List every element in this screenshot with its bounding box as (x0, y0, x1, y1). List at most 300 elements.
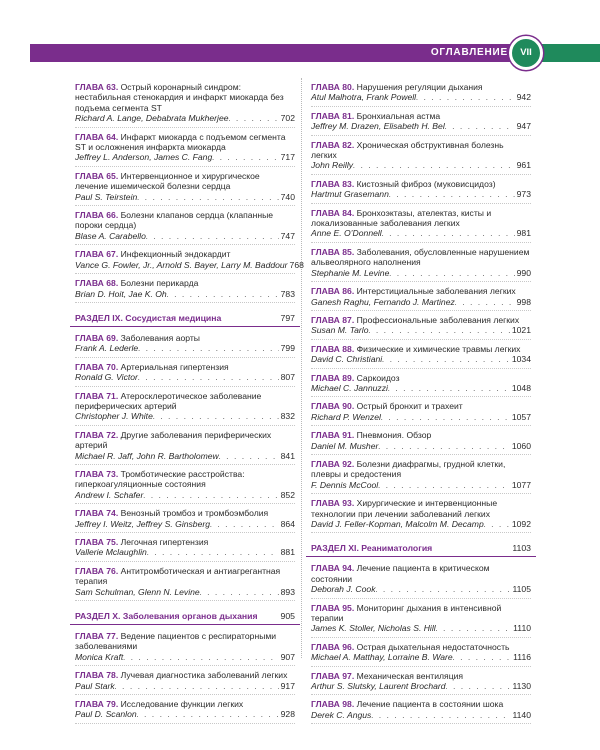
chapter-page-number: 747 (280, 230, 295, 241)
chapter-authors: Stephanie M. Levine (311, 267, 390, 278)
chapter-authors-line (75, 343, 295, 353)
chapter-number: ГЛАВА 77. (75, 631, 119, 642)
chapter-title: Инфаркт миокарда с подъемом сегмента ST и осложнения инфаркта миокарда (75, 131, 286, 153)
leader-dots (455, 297, 515, 307)
chapter-authors-line (311, 584, 531, 594)
chapter-page-number: 1034 (511, 354, 531, 365)
chapter-number: ГЛАВА 64. (75, 131, 119, 142)
chapter-authors-line (75, 587, 295, 597)
chapter-title: Тромботические расстройства: гиперкоагуляционные состояния (75, 468, 245, 490)
chapter-title: Профессиональные заболевания легких (356, 314, 520, 325)
toc-chapter-entry[interactable] (311, 603, 531, 638)
chapter-title-line (311, 671, 531, 681)
chapter-title-line (311, 498, 531, 519)
chapter-number: ГЛАВА 93. (311, 498, 355, 509)
section-title: Сосудистая медицина (125, 312, 222, 323)
chapter-page-number: 1077 (511, 479, 531, 490)
leader-dots (371, 710, 510, 720)
chapter-page-number: 1057 (511, 411, 531, 422)
toc-chapter-entry[interactable] (311, 671, 531, 696)
chapter-number: ГЛАВА 81. (311, 110, 355, 121)
chapter-number: ГЛАВА 86. (311, 286, 355, 297)
chapter-title-line (311, 459, 531, 480)
chapter-title: Острый коронарный синдром: нестабильная стенокардия и инфаркт миокарда без подъема сегмента ST (75, 82, 284, 113)
leader-dots (123, 652, 278, 662)
chapter-number: ГЛАВА 67. (75, 249, 119, 260)
chapter-authors: Anne E. O’Donnell (311, 228, 382, 239)
chapter-title-line (75, 670, 295, 680)
chapter-authors-line (75, 113, 295, 123)
chapter-authors: Jeffrey L. Anderson, James C. Fang (75, 152, 213, 163)
chapter-authors-line (311, 652, 531, 662)
leader-dots (382, 228, 515, 238)
chapter-title: Пневмония. Обзор (356, 430, 432, 441)
chapter-title: Лечение пациента в состоянии шока (356, 699, 504, 710)
leader-dots (389, 189, 515, 199)
chapter-title-line (311, 140, 531, 161)
chapter-authors-line (311, 710, 531, 720)
chapter-authors: Susan M. Tarlo (311, 325, 369, 336)
chapter-title-line (75, 566, 295, 587)
chapter-title-line (311, 344, 531, 354)
chapter-title: Болезни перикарда (120, 278, 199, 289)
toc-chapter-entry[interactable] (311, 699, 531, 724)
chapter-page-number: 928 (280, 709, 295, 720)
chapter-authors-line (75, 547, 295, 557)
toc-chapter-entry[interactable] (75, 362, 295, 387)
chapter-authors: Michael A. Matthay, Lorraine B. Ware (311, 652, 453, 663)
chapter-title: Легочная гипертензия (120, 537, 209, 547)
chapter-title-line (75, 82, 295, 113)
chapter-authors: Vance G. Fowler, Jr., Arnold S. Bayer, Larry M. Baddour (75, 259, 288, 270)
chapter-number: ГЛАВА 74. (75, 508, 119, 519)
chapter-number: ГЛАВА 69. (75, 332, 119, 343)
chapter-page-number: 893 (280, 586, 295, 597)
chapter-page-number: 881 (280, 547, 295, 558)
chapter-number: ГЛАВА 70. (75, 361, 119, 372)
toc-chapter-entry[interactable] (311, 563, 531, 598)
toc-chapter-entry[interactable] (311, 82, 531, 107)
header-bar-green (536, 44, 600, 62)
chapter-title-line (75, 631, 295, 652)
chapter-title: Интервенционное и хирургическое лечение ишемической болезни сердца (75, 170, 260, 192)
toc-chapter-entry[interactable] (75, 508, 295, 533)
chapter-number: ГЛАВА 66. (75, 210, 119, 221)
chapter-title: Бронхиальная астма (356, 110, 441, 121)
toc-chapter-entry[interactable] (311, 498, 531, 533)
leader-dots (147, 547, 279, 557)
chapter-number: ГЛАВА 82. (311, 139, 355, 150)
chapter-number: ГЛАВА 88. (311, 343, 355, 354)
chapter-title: Хроническая обструктивная болезнь легких (311, 139, 504, 161)
chapter-number: ГЛАВА 78. (75, 670, 119, 681)
chapter-authors: Monica Kraft (75, 651, 124, 662)
chapter-title: Бронхоэктазы, ателектаз, кисты и локализованные заболевания легких (311, 207, 492, 229)
chapter-number: ГЛАВА 65. (75, 170, 119, 181)
chapter-page-number: 807 (280, 372, 295, 383)
leader-dots (389, 268, 514, 278)
toc-chapter-entry[interactable] (311, 208, 531, 243)
chapter-title: Другие заболевания периферических артерий (75, 429, 272, 451)
chapter-page-number: 942 (516, 92, 531, 103)
toc-chapter-entry[interactable] (75, 430, 295, 465)
chapter-title-line (311, 315, 531, 325)
chapter-page-number: 1048 (511, 382, 531, 393)
page-title: ОГЛАВЛЕНИЕ (430, 47, 508, 58)
chapter-title: Заболевания аорты (120, 332, 200, 343)
chapter-authors: Michael C. Jannuzzi (311, 382, 388, 393)
chapter-number: ГЛАВА 92. (311, 458, 355, 469)
chapter-title: Механическая вентиляция (356, 670, 464, 681)
chapter-authors: Jeffrey M. Drazen, Elisabeth H. Bel (311, 121, 445, 132)
chapter-page-number: 783 (280, 288, 295, 299)
chapter-authors-line (75, 192, 295, 202)
section-number: РАЗДЕЛ X. (75, 611, 121, 622)
chapter-number: ГЛАВА 73. (75, 468, 119, 479)
section-page-number: 1103 (512, 543, 531, 554)
toc-chapter-entry[interactable] (75, 469, 295, 504)
chapter-title-line (75, 362, 295, 372)
chapter-number: ГЛАВА 75. (75, 537, 119, 547)
chapter-page-number: 1140 (512, 709, 531, 720)
chapter-number: ГЛАВА 85. (311, 246, 355, 257)
leader-dots (200, 587, 279, 597)
chapter-title: Саркоидоз (356, 372, 400, 383)
chapter-number: ГЛАВА 84. (311, 207, 355, 218)
toc-chapter-entry[interactable] (75, 670, 295, 695)
chapter-title: Ведение пациентов с респираторными заболеваниями (75, 631, 277, 652)
toc-chapter-entry[interactable] (75, 132, 295, 167)
chapter-authors-line (75, 652, 295, 662)
chapter-page-number: 1116 (513, 652, 531, 663)
chapter-authors-line (311, 325, 531, 335)
leader-dots (138, 343, 278, 353)
chapter-authors-line (75, 709, 295, 719)
leader-dots (368, 325, 509, 335)
chapter-title-line (311, 179, 531, 189)
chapter-number: ГЛАВА 80. (311, 82, 355, 92)
chapter-authors: Blase A. Carabello (75, 230, 146, 241)
chapter-page-number: 961 (516, 160, 531, 171)
chapter-authors-line (75, 231, 295, 241)
chapter-title-line (311, 247, 531, 268)
chapter-authors: F. Dennis McCool (311, 479, 379, 490)
chapter-title-line (75, 391, 295, 412)
chapter-authors-line (311, 160, 531, 170)
chapter-title: Интерстициальные заболевания легких (356, 286, 516, 297)
section-heading-label (311, 543, 432, 554)
leader-dots (388, 383, 510, 393)
chapter-title: Исследование функции легких (120, 699, 244, 710)
toc-chapter-entry[interactable] (75, 210, 295, 245)
leader-dots (146, 231, 279, 241)
chapter-title-line (311, 430, 531, 440)
chapter-authors: Daniel M. Musher (311, 440, 379, 451)
chapter-page-number: 1060 (511, 440, 531, 451)
chapter-authors: Andrew I. Schafer (75, 489, 144, 500)
chapter-title: Венозный тромбоз и тромбоэмболия (120, 508, 269, 519)
chapter-title-line (75, 333, 295, 343)
section-page-number: 797 (280, 312, 295, 323)
chapter-title-line (75, 132, 295, 153)
chapter-authors: Deborah J. Cook (311, 584, 376, 595)
chapter-authors-line (311, 228, 531, 238)
chapter-title-line (311, 563, 531, 584)
column-divider (301, 78, 302, 658)
chapter-number: ГЛАВА 97. (311, 670, 355, 681)
leader-dots (376, 584, 511, 594)
chapter-page-number: 917 (280, 680, 295, 691)
chapter-title: Кистозный фиброз (муковисцидоз) (356, 178, 496, 189)
chapter-title-line (75, 469, 295, 490)
chapter-authors-line (311, 412, 531, 422)
section-heading[interactable] (70, 610, 300, 625)
section-page-number: 905 (280, 611, 295, 622)
chapter-authors: Brian D. Hoit, Jae K. Oh (75, 288, 167, 299)
chapter-page-number: 1110 (513, 623, 531, 634)
chapter-authors-line (311, 297, 531, 307)
chapter-authors-line (311, 441, 531, 451)
chapter-title: Острая дыхательная недостаточность (356, 641, 510, 652)
section-heading-label (75, 313, 221, 324)
toc-chapter-entry[interactable] (75, 566, 295, 601)
toc-chapter-entry[interactable] (311, 344, 531, 369)
chapter-title: Лечение пациента в критическом состоянии (311, 563, 490, 584)
toc-chapter-entry[interactable] (311, 401, 531, 426)
chapter-number: ГЛАВА 91. (311, 430, 355, 441)
chapter-authors: Derek C. Angus (311, 709, 372, 720)
chapter-page-number: 841 (280, 450, 295, 461)
chapter-title: Лучевая диагностика заболеваний легких (120, 670, 288, 681)
leader-dots (453, 652, 511, 662)
chapter-authors-line (75, 519, 295, 529)
leader-dots (378, 480, 510, 490)
chapter-authors: Ronald G. Victor (75, 372, 138, 383)
chapter-page-number: 717 (280, 152, 295, 163)
chapter-title-line (311, 642, 531, 652)
leader-dots (115, 681, 279, 691)
chapter-page-number: 981 (516, 228, 531, 239)
chapter-page-number: 1105 (512, 584, 531, 595)
chapter-authors-line (75, 490, 295, 500)
toc-column-left (75, 82, 304, 728)
chapter-title-line (75, 278, 295, 288)
chapter-authors: Hartmut Grasemann (311, 189, 389, 200)
toc-chapter-entry[interactable] (311, 111, 531, 136)
toc-chapter-entry[interactable] (311, 247, 531, 282)
chapter-authors-line (311, 383, 531, 393)
chapter-title-line (311, 373, 531, 383)
toc-chapter-entry[interactable] (75, 537, 295, 562)
leader-dots (382, 354, 510, 364)
chapter-title-line (311, 208, 531, 229)
chapter-number: ГЛАВА 76. (75, 565, 119, 576)
chapter-authors-line (75, 681, 295, 691)
chapter-page-number: 832 (280, 411, 295, 422)
toc-chapter-entry[interactable] (311, 286, 531, 311)
chapter-authors-line (311, 354, 531, 364)
chapter-authors-line (311, 519, 531, 529)
chapter-title: Антитромботическая и антиагрегантная терапия (75, 565, 281, 587)
chapter-title-line (311, 401, 531, 411)
chapter-page-number: 799 (280, 343, 295, 354)
chapter-authors-line (311, 92, 531, 102)
toc-chapter-entry[interactable] (311, 140, 531, 175)
toc-chapter-entry[interactable] (75, 171, 295, 206)
toc-column-right (311, 82, 531, 728)
chapter-title-line (311, 111, 531, 121)
leader-dots (143, 490, 278, 500)
chapter-authors: Paul Stark (75, 680, 115, 691)
toc-chapter-entry[interactable] (75, 333, 295, 358)
section-heading[interactable] (70, 312, 300, 327)
page-number-badge: VII (509, 36, 543, 70)
leader-dots (210, 519, 279, 529)
chapter-number: ГЛАВА 98. (311, 699, 355, 710)
chapter-page-number: 864 (280, 518, 295, 529)
chapter-title: Хирургические и интервенционные технологии при лечении заболеваний легких (311, 498, 498, 519)
chapter-authors-line (75, 152, 295, 162)
chapter-number: ГЛАВА 95. (311, 602, 355, 613)
chapter-page-number: 852 (280, 489, 295, 500)
chapter-title-line (311, 699, 531, 709)
section-title: Заболевания органов дыхания (122, 611, 258, 622)
toc-chapter-entry[interactable] (311, 179, 531, 204)
chapter-page-number: 740 (280, 191, 295, 202)
leader-dots (167, 289, 279, 299)
leader-dots (381, 412, 510, 422)
chapter-title: Нарушения регуляции дыхания (356, 82, 483, 92)
toc-chapter-entry[interactable] (311, 373, 531, 398)
leader-dots (353, 160, 515, 170)
chapter-title: Болезни диафрагмы, грудной клетки, плевры и средостения (311, 458, 506, 480)
toc-chapter-entry[interactable] (311, 430, 531, 455)
chapter-page-number: 947 (516, 121, 531, 132)
chapter-authors-line (311, 623, 531, 633)
leader-dots (378, 441, 510, 451)
chapter-page-number: 973 (516, 189, 531, 200)
chapter-title-line (75, 430, 295, 451)
chapter-page-number: 998 (516, 296, 531, 307)
chapter-authors: Ganesh Raghu, Fernando J. Martinez (311, 296, 455, 307)
chapter-title: Физические и химические травмы легких (356, 343, 521, 354)
chapter-title: Болезни клапанов сердца (клапанные пороки сердца) (75, 210, 274, 231)
toc-chapter-entry[interactable] (75, 631, 295, 666)
section-number: РАЗДЕЛ XI. (311, 543, 359, 554)
chapter-title: Атеросклеротическое заболевание периферических артерий (75, 390, 262, 411)
chapter-title-line (75, 537, 295, 547)
toc-chapter-entry[interactable] (311, 642, 531, 667)
chapter-authors: Christopher J. White (75, 411, 153, 422)
chapter-title-line (311, 603, 531, 624)
chapter-title-line (311, 82, 531, 92)
leader-dots (137, 192, 278, 202)
chapter-title-line (311, 286, 531, 296)
chapter-authors-line (75, 259, 304, 270)
chapter-authors: Michael R. Jaff, John R. Bartholomew (75, 450, 219, 461)
chapter-title: Острый бронхит и трахеит (356, 401, 463, 412)
chapter-authors-line (75, 372, 295, 382)
chapter-authors: Paul D. Scanlon (75, 709, 137, 720)
chapter-page-number: 1021 (511, 325, 531, 336)
toc-chapter-entry[interactable] (75, 391, 295, 426)
toc-chapter-entry[interactable] (75, 82, 295, 128)
toc-chapter-entry[interactable] (75, 249, 304, 274)
leader-dots (445, 121, 515, 131)
chapter-number: ГЛАВА 83. (311, 178, 355, 189)
section-heading-label (75, 611, 258, 622)
chapter-authors-line (75, 451, 295, 461)
chapter-authors: Atul Malhotra, Frank Powell (311, 92, 417, 103)
chapter-title-line (75, 171, 295, 192)
chapter-authors-line (311, 189, 531, 199)
chapter-authors: Richard P. Wenzel (311, 411, 381, 422)
section-title: Реаниматология (361, 543, 433, 554)
chapter-page-number: 768 (289, 259, 304, 270)
chapter-authors-line (311, 121, 531, 131)
chapter-title-line (75, 699, 295, 709)
leader-dots (436, 623, 512, 633)
chapter-title: Мониторинг дыхания в интенсивной терапии (311, 602, 502, 624)
leader-dots (229, 113, 279, 123)
chapter-number: ГЛАВА 87. (311, 314, 355, 325)
section-heading[interactable] (306, 542, 536, 557)
chapter-authors-line (311, 268, 531, 278)
chapter-number: ГЛАВА 63. (75, 82, 119, 92)
chapter-title-line (75, 210, 295, 231)
toc-chapter-entry[interactable] (75, 699, 295, 724)
leader-dots (153, 411, 279, 421)
toc-chapter-entry[interactable] (75, 278, 295, 303)
chapter-authors: James K. Stoller, Nicholas S. Hill (311, 623, 436, 634)
chapter-number: ГЛАВА 68. (75, 278, 119, 289)
chapter-authors-line (75, 411, 295, 421)
chapter-authors: Richard A. Lange, Debabrata Mukherjee (75, 113, 229, 124)
chapter-authors-line (75, 289, 295, 299)
chapter-authors: John Reilly (311, 160, 354, 171)
chapter-page-number: 702 (280, 113, 295, 124)
chapter-authors: Vallerie Mclaughlin (75, 547, 147, 558)
toc-chapter-entry[interactable] (311, 459, 531, 494)
leader-dots (416, 92, 515, 102)
chapter-number: ГЛАВА 72. (75, 429, 119, 440)
toc-chapter-entry[interactable] (311, 315, 531, 340)
chapter-authors: Paul S. Teirstein (75, 191, 138, 202)
chapter-title: Инфекционный эндокардит (120, 249, 231, 260)
chapter-authors: David J. Feller-Kopman, Malcolm M. Decamp (311, 519, 484, 529)
chapter-page-number: 907 (280, 651, 295, 662)
chapter-title: Заболевания, обусловленные нарушением альвеолярного наполнения (311, 246, 530, 268)
chapter-page-number: 990 (516, 267, 531, 278)
chapter-title: Артериальная гипертензия (120, 361, 229, 372)
chapter-number: ГЛАВА 90. (311, 401, 355, 412)
chapter-number: ГЛАВА 89. (311, 372, 355, 383)
chapter-authors: Arthur S. Slutsky, Laurent Brochard (311, 681, 446, 692)
chapter-title-line (75, 508, 295, 518)
chapter-authors-line (311, 681, 531, 691)
chapter-number: ГЛАВА 79. (75, 699, 119, 710)
chapter-authors: David C. Christiani (311, 354, 383, 365)
chapter-page-number: 1130 (512, 681, 531, 692)
chapter-title-line (75, 249, 295, 259)
leader-dots (219, 451, 279, 461)
chapter-number: ГЛАВА 96. (311, 641, 355, 652)
leader-dots (212, 152, 278, 162)
section-number: РАЗДЕЛ IX. (75, 312, 123, 323)
chapter-authors-line (311, 480, 531, 490)
chapter-authors: Jeffrey I. Weitz, Jeffrey S. Ginsberg (75, 518, 210, 529)
leader-dots (138, 372, 279, 382)
